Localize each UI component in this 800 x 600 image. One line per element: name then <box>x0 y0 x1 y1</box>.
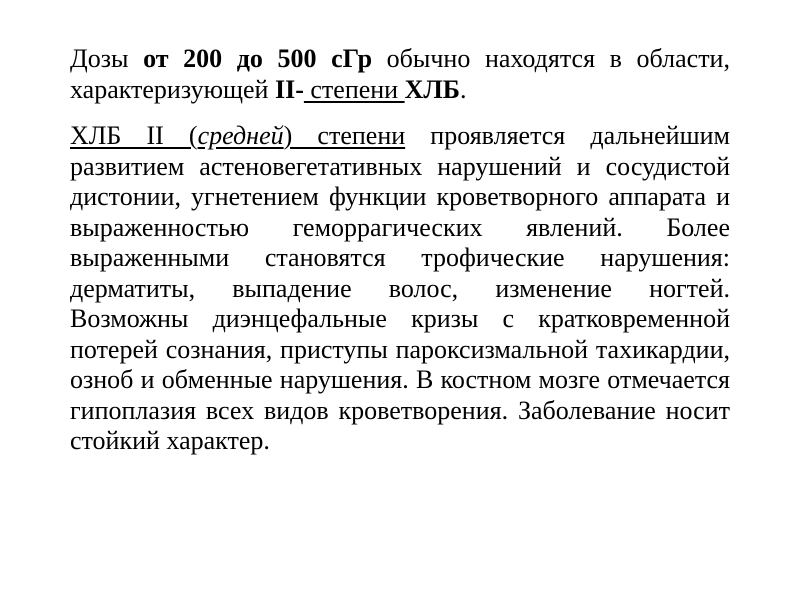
heading-underlined <box>70 121 405 150</box>
heading-part2: ) степени <box>283 121 406 150</box>
heading-italic: средней <box>197 121 284 150</box>
para1-text-end: . <box>459 74 467 104</box>
degree-word-underlined: степени <box>303 74 405 104</box>
paragraph-description <box>70 121 730 457</box>
degree-bold: II- <box>274 74 304 104</box>
heading-part1: ХЛБ II ( <box>70 121 198 150</box>
para1-text-start: Дозы <box>70 44 144 73</box>
paragraph-dose-range <box>70 44 730 105</box>
dose-range-bold: от 200 до 500 сГр <box>143 44 373 73</box>
description-body: проявляется дальнейшим развитием астеновегетативных нарушений и сосудистой дистонии, угнетением функции кроветворного аппарата и выраженностью геморрагических явлений. Более выраженными становятся трофические нарушения: дерматиты, выпадение волос, изменение ногтей. Возможны диэнцефальные кризы с кратковременной потерей сознания, приступы пароксизмальной тахикардии, озноб и обменные нарушения. В костном мозге отмечается гипоплазия всех видов кроветворения. Заболевание носит стойкий характер. <box>70 121 730 455</box>
abbreviation-bold: ХЛБ <box>404 74 460 104</box>
para1-text-middle: обычно находятся в области, характеризующей <box>70 44 730 104</box>
